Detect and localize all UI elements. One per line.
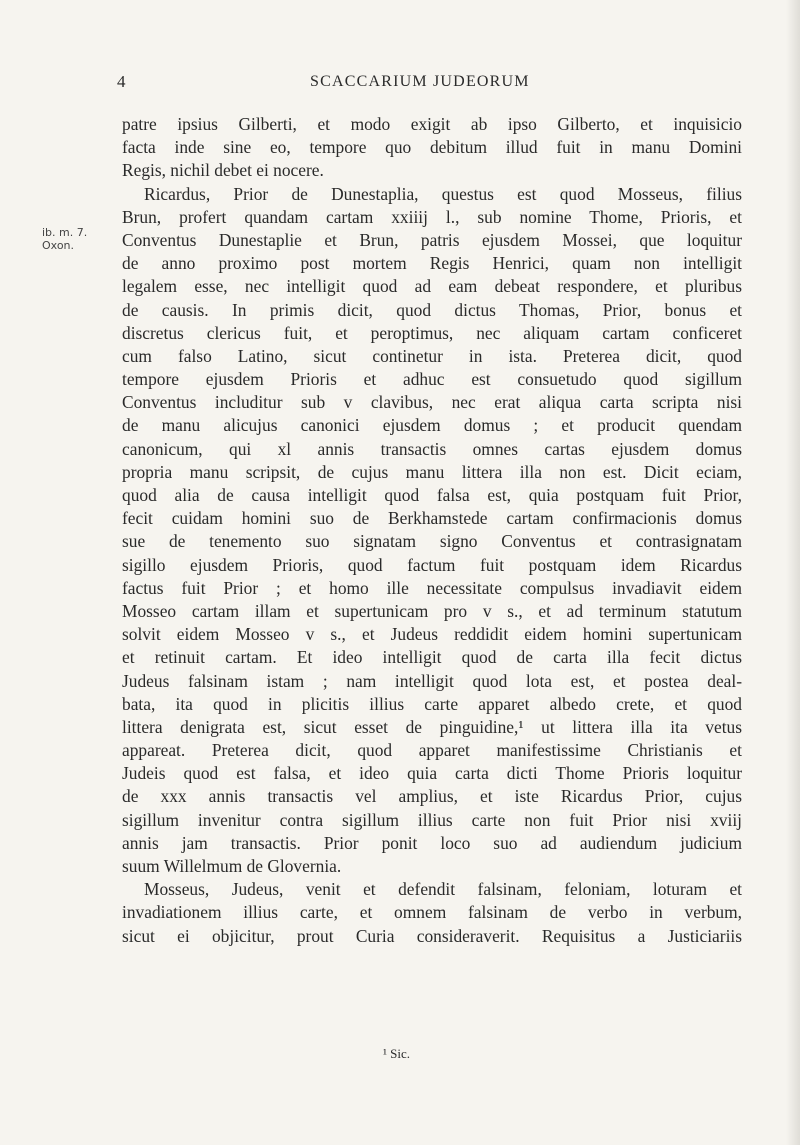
- margin-note: [42, 226, 87, 252]
- footnote: ¹ Sic.: [383, 1046, 411, 1061]
- text-line: quod alia de causa intelligit quod falsa est, quia postquam fuit Prior,: [122, 485, 742, 505]
- text-line: canonicum, qui xl annis transactis omnes cartas ejusdem domus: [122, 438, 742, 459]
- text-line: de anno proximo post mortem Regis Henrici, quam non intelligit: [122, 253, 742, 274]
- text-line: factus fuit Prior ; et homo ille necessitate compulsus invadiavit eidem: [122, 577, 742, 598]
- text-line: bata, ita quod in plicitis illius carte apparet albedo crete, et quod: [122, 693, 742, 714]
- text-line: patre ipsius Gilberti, et modo exigit ab ipso Gilberto, et inquisicio: [122, 114, 742, 134]
- text-line: littera denigrata est, sicut esset de pinguidine,¹ ut littera illa ita vetus: [122, 716, 742, 737]
- text-line: sicut ei objicitur, prout Curia consideraverit. Requisitus a Justiciariis: [122, 925, 742, 946]
- text-line: facta inde sine eo, tempore quo debitum illud fuit in manu Domini: [122, 137, 742, 158]
- margin-note-place: Oxon.: [42, 239, 75, 252]
- text-line: sigillo ejusdem Prioris, quod factum fuit postquam idem Ricardus: [122, 554, 742, 575]
- text-line: invadiationem illius carte, et omnem falsinam de verbo in verbum,: [122, 902, 742, 923]
- text-line: suum Willelmum de Glovernia.: [122, 856, 342, 876]
- text-line: de causis. In primis dicit, quod dictus Thomas, Prior, bonus et: [122, 299, 742, 320]
- text-line: legalem esse, nec intelligit quod ad eam debeat respondere, et pluribus: [122, 276, 742, 297]
- text-line: sigillum invenitur contra sigillum illius carte non fuit Prior nisi xviij: [122, 809, 742, 830]
- text-line: propria manu scripsit, de cujus manu littera illa non est. Dicit eciam,: [122, 461, 742, 482]
- text-line: Mosseo cartam illam et supertunicam pro v s., et ad terminum statutum: [122, 600, 742, 621]
- page-edge-shadow: [786, 0, 800, 1145]
- text-line: discretus clericus fuit, et peroptimus, nec aliquam cartam conficeret: [122, 322, 742, 343]
- text-line: Brun, profert quandam cartam xxiiij l., sub nomine Thome, Prioris, et: [122, 206, 742, 227]
- text-line: Judeis quod est falsa, et ideo quia carta dicti Thome Prioris loquitur: [122, 763, 742, 784]
- text-line: et retinuit cartam. Et ideo intelligit quod de carta illa fecit dictus: [122, 647, 742, 668]
- text-line: Conventus includitur sub v clavibus, nec erat aliqua carta scripta nisi: [122, 392, 742, 413]
- text-line: sue de tenemento suo signatam signo Conventus et contrasignatam: [122, 531, 742, 552]
- text-line: Ricardus, Prior de Dunestaplia, questus est quod Mosseus, filius: [144, 183, 742, 204]
- running-head: SCACCARIUM JUDEORUM: [310, 73, 530, 90]
- text-line: appareat. Preterea dicit, quod apparet manifestissime Christianis et: [122, 740, 742, 761]
- body-text: [122, 113, 742, 948]
- text-line: Regis, nichil debet ei nocere.: [122, 160, 324, 181]
- text-line: de xxx annis transactis vel amplius, et iste Ricardus Prior, cujus: [122, 786, 742, 807]
- margin-note-reference: ib. m. 7.: [42, 226, 88, 239]
- text-line: Judeus falsinam istam ; nam intelligit quod lota est, et postea deal-: [122, 670, 742, 691]
- text-line: solvit eidem Mosseo v s., et Judeus reddidit eidem homini supertunicam: [122, 624, 742, 645]
- text-line: tempore ejusdem Prioris et adhuc est consuetudo quod sigillum: [122, 369, 742, 390]
- text-line: de manu alicujus canonici ejusdem domus ; et producit quendam: [122, 415, 742, 436]
- text-line: cum falso Latino, sicut continetur in ista. Preterea dicit, quod: [122, 345, 742, 366]
- text-line: fecit cuidam homini suo de Berkhamstede cartam confirmacionis domus: [122, 508, 742, 529]
- text-line: annis jam transactis. Prior ponit loco suo ad audiendum judicium: [122, 832, 742, 853]
- page-number: 4: [117, 72, 126, 91]
- text-line: Mosseus, Judeus, venit et defendit falsinam, feloniam, loturam et: [144, 879, 742, 900]
- text-line: Conventus Dunestaplie et Brun, patris ejusdem Mossei, que loquitur: [122, 229, 742, 250]
